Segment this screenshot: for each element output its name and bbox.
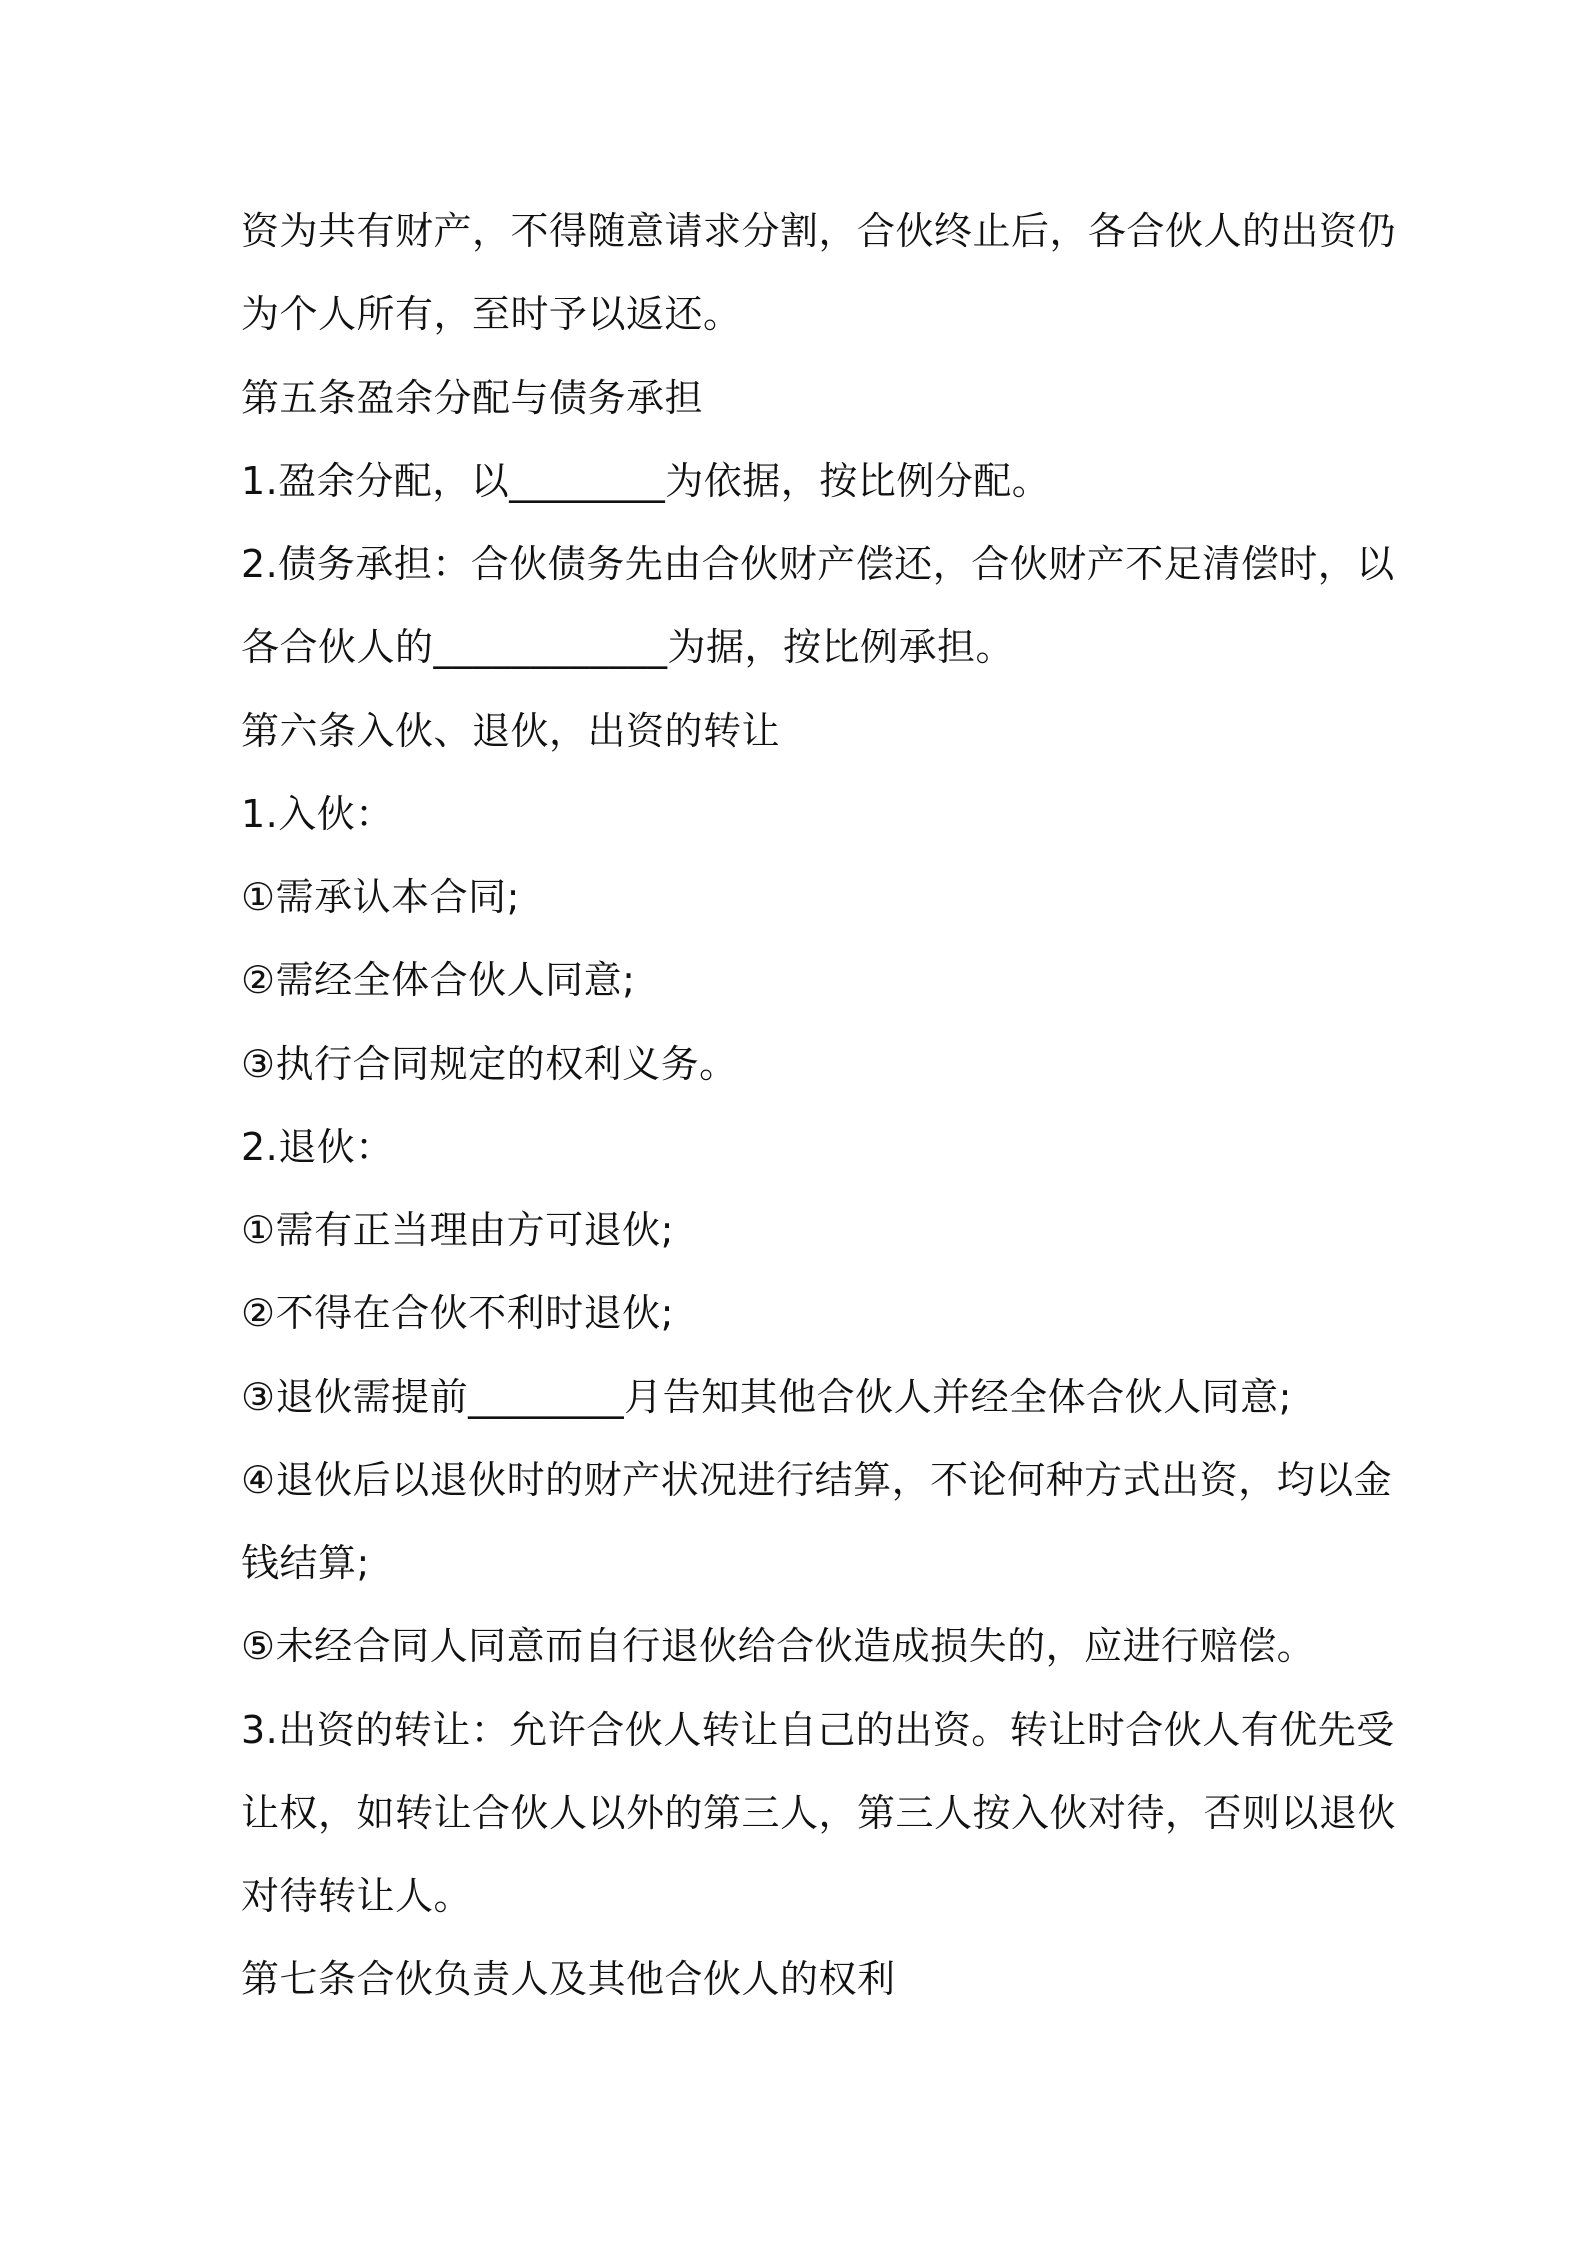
text-line: 1.入伙： bbox=[241, 792, 394, 836]
list-item: ①需有正当理由方可退伙; bbox=[241, 1208, 674, 1252]
text-line: 让权，如转让合伙人以外的第三人，第三人按入伙对待，否则以退伙 bbox=[241, 1791, 1397, 1835]
text-line: 2.债务承担：合伙债务先由合伙财产偿还，合伙财产不足清偿时，以 bbox=[241, 542, 1395, 586]
list-item: ①需承认本合同; bbox=[241, 875, 520, 919]
list-item: ③执行合同规定的权利义务。 bbox=[241, 1042, 738, 1086]
section-heading: 第六条入伙、退伙，出资的转让 bbox=[241, 709, 781, 753]
text-line: 1.盈余分配，以________为依据，按比例分配。 bbox=[241, 459, 1051, 503]
text-line: 对待转让人。 bbox=[241, 1874, 473, 1918]
text-line: 为个人所有，至时予以返还。 bbox=[241, 292, 742, 336]
list-item: ②需经全体合伙人同意; bbox=[241, 958, 636, 1002]
text-line: 3.出资的转让：允许合伙人转让自己的出资。转让时合伙人有优先受 bbox=[241, 1708, 1395, 1752]
list-item: ④退伙后以退伙时的财产状况进行结算，不论何种方式出资，均以金 bbox=[241, 1458, 1393, 1502]
list-item: ②不得在合伙不利时退伙; bbox=[241, 1291, 674, 1335]
list-item: ③退伙需提前________月告知其他合伙人并经全体合伙人同意; bbox=[241, 1375, 1292, 1419]
text-line: 各合伙人的____________为据，按比例承担。 bbox=[241, 625, 1015, 669]
text-line: 资为共有财产，不得随意请求分割，合伙终止后，各合伙人的出资仍 bbox=[241, 209, 1397, 253]
section-heading: 第七条合伙负责人及其他合伙人的权利 bbox=[241, 1957, 896, 2001]
list-item: ⑤未经合同人同意而自行退伙给合伙造成损失的，应进行赔偿。 bbox=[241, 1624, 1316, 1668]
text-line: 2.退伙： bbox=[241, 1125, 394, 1169]
text-line: 钱结算; bbox=[241, 1541, 370, 1585]
section-heading: 第五条盈余分配与债务承担 bbox=[241, 376, 704, 420]
